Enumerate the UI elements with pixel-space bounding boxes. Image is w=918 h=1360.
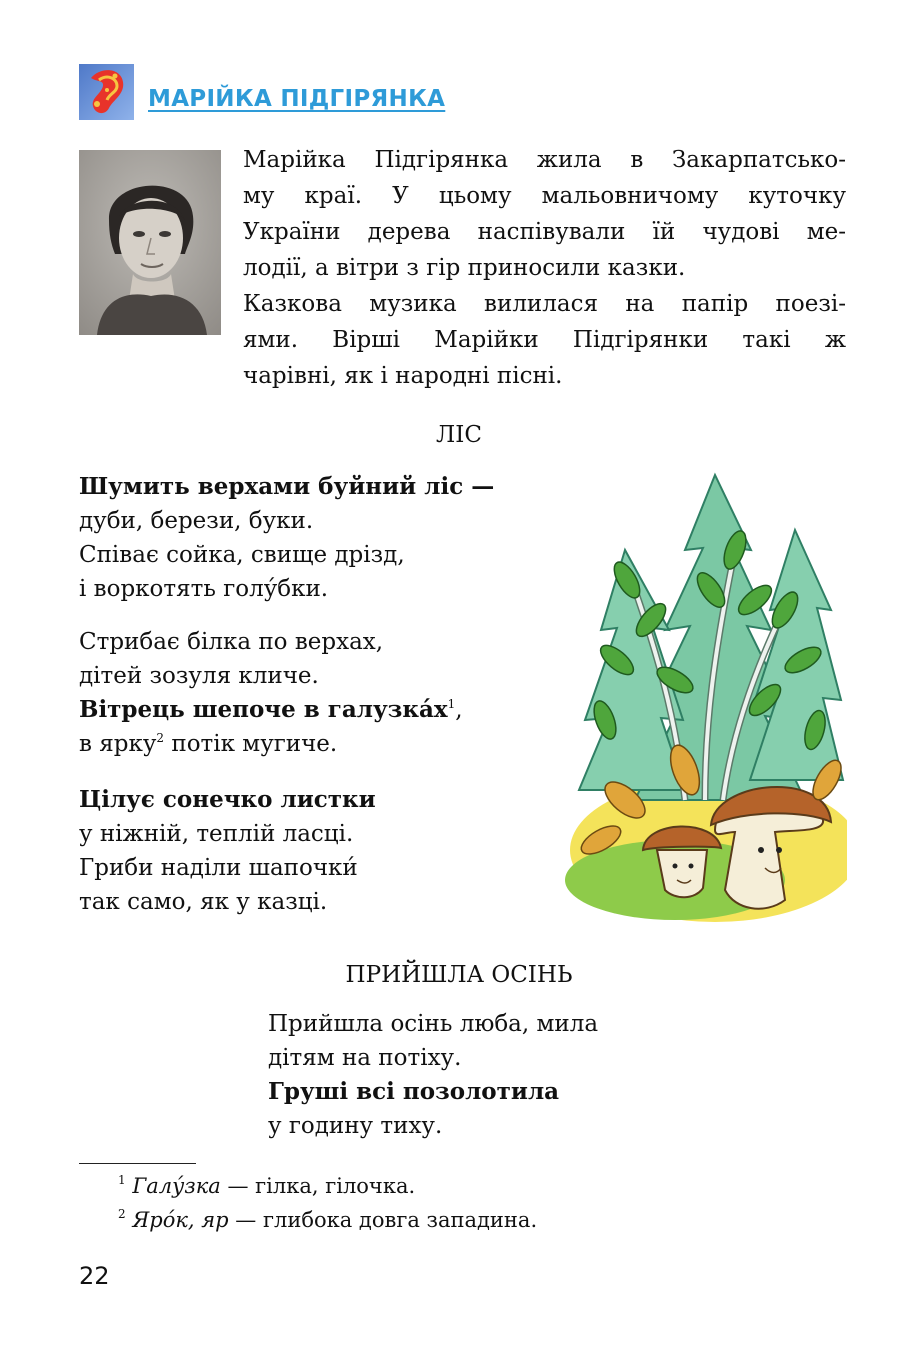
- verse-line: Цілує сонечко листки: [79, 786, 376, 813]
- author-title: МАРІЙКА ПІДГІРЯНКА: [148, 86, 446, 112]
- bio-line: лодії, а вітри з гір приносили казки.: [243, 255, 686, 281]
- verse-line: і воркотять голу́бки.: [79, 576, 329, 602]
- footnote-mark: 1: [118, 1173, 126, 1187]
- verse-line: Стрибає білка по верхах,: [79, 629, 384, 655]
- verse-line: Прийшла осінь люба, мила: [268, 1011, 599, 1037]
- poem-stanza-autumn: [268, 1007, 598, 1143]
- footnote-ref: 1: [447, 697, 456, 711]
- verse-line: [79, 693, 463, 727]
- verse-line: дуби, берези, буки.: [79, 508, 314, 534]
- footnote-mark: 2: [118, 1207, 126, 1221]
- poem-stanza-2: [79, 625, 463, 761]
- verse-line: Шумить верхами буйний ліс —: [79, 473, 495, 500]
- bio-line: Марійка Підгірянка жила в Закарпатсько-: [243, 147, 846, 173]
- footnote-divider: [79, 1163, 196, 1164]
- footnote-definition: — гілка, гілочка.: [220, 1174, 416, 1198]
- verse-line: [79, 727, 463, 761]
- verse-line: дітей зозуля кличе.: [79, 663, 319, 689]
- bio-line: Казкова музика вилилася на папір поезі-: [243, 291, 846, 317]
- footnote-definition: — глибока довга западина.: [228, 1208, 538, 1232]
- verse-line: так само, як у казці.: [79, 889, 328, 915]
- bio-line: України дерева наспівували їй чудові ме-: [243, 219, 846, 245]
- forest-mushrooms-illustration: [565, 470, 847, 922]
- verse-comma: ,: [455, 697, 463, 723]
- verse-line: у годину тиху.: [268, 1113, 443, 1139]
- author-portrait: [79, 150, 221, 335]
- poem-title-lis: ЛІС: [436, 422, 482, 448]
- page-number: 22: [79, 1262, 110, 1290]
- poem-stanza-1: [79, 470, 494, 606]
- author-bio: [243, 142, 846, 394]
- ornament-icon: [79, 64, 134, 120]
- verse-text: в ярку: [79, 731, 157, 757]
- footnote-ref: 2: [156, 731, 165, 745]
- verse-line: Гриби наділи шапочки́: [79, 855, 358, 881]
- footnote-1: [118, 1174, 415, 1198]
- poem-title-autumn: ПРИЙШЛА ОСІНЬ: [345, 962, 573, 988]
- verse-line: Груші всі позолотила: [268, 1078, 560, 1105]
- poem-stanza-3: [79, 783, 376, 919]
- verse-line: у ніжній, теплій ласці.: [79, 821, 354, 847]
- verse-text: Вітрець шепоче в галузка́х: [79, 696, 448, 723]
- bio-line: му краї. У цьому мальовничому куточку: [243, 183, 846, 209]
- footnote-term: Яро́к, яр: [132, 1208, 229, 1232]
- verse-line: дітям на потіху.: [268, 1045, 462, 1071]
- footnote-term: Галу́зка: [132, 1174, 221, 1198]
- verse-text: потік мугиче.: [171, 731, 338, 757]
- bio-line: чарівні, як і народні пісні.: [243, 363, 563, 389]
- verse-line: Співає сойка, свище дрізд,: [79, 542, 405, 568]
- footnote-2: [118, 1208, 537, 1232]
- bio-line: ями. Вірші Марійки Підгірянки такі ж: [243, 327, 846, 353]
